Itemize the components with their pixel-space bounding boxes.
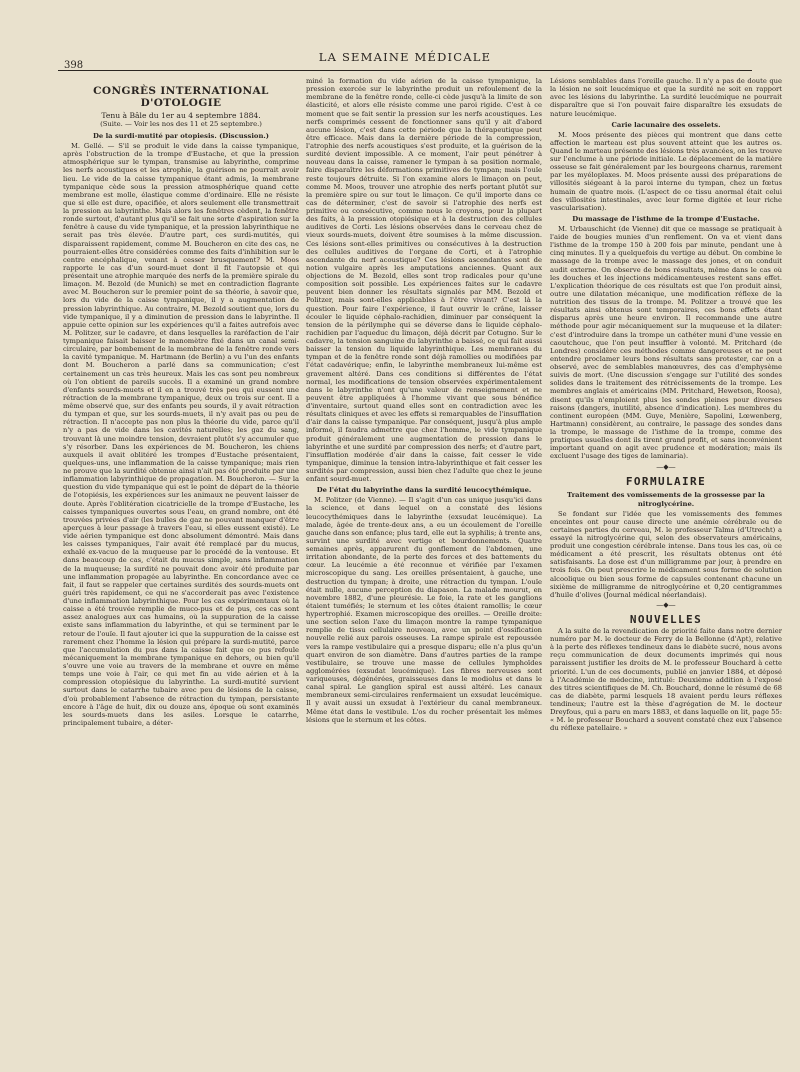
ornament-divider: —◆— xyxy=(656,600,676,609)
article-body-col2-leucemie: M. Politzer (de Vienne). — Il s'agit d'un cas unique jusqu'ici dans la science, et dans lequel on a constaté des lésions leucocythémiques dans le labyrinthe (exsudat leucémique). La malade, âgée de trente-deux ans, a eu un écoulement de l'oreille gauche dans son enfance; plus tard, elle eut la syphilis; à trente ans, survint une surdité avec vertige et bourdonnements. Quatre semaines après, apparurent du gonflement de l'abdomen, une irritation abondante, de la perte des forces et des battements du cœur. La leucémie a été reconnue et vérifiée par l'examen microscopique du sang. Les oreilles présentaient, à gauche, une destruction du tympan; à droite, une rétraction du tympan. L'ouïe était nulle, aucune perception du diapason. La malade mourut, en novembre 1882, d'une pleurésie. Le foie, la rate et les ganglions étaient tuméfiés; le sternum et les côtes étaient ramollis; le cœur hypertrophié. Examen microscopique des oreilles. — Oreille droite: une section selon l'axe du limaçon montre la rampe tympanique remplie de tissu cellulaire nouveau, avec un point d'ossification nouvelle relié aux parois osseuses. La rampe spirale est repoussée vers la rampe vestibulaire qui a presque disparu; elle n'a plus qu'un quart environ de son diamètre. Dans d'autres parties de la rampe vestibulaire, se trouve une masse de cellules lymphoïdes agglomérées (exsudat leucémique). Les fibres nerveuses sont variqueuses, dégénérées, graisseuses dans le modiolus et dans le canal spiral. Le ganglion spiral est aussi altéré. Les canaux membraneux semi-circulaires renfermaient un exsudat leucémique. Il y avait aussi un exsudat à l'extérieur du canal membraneux. Même état dans le vestibule. L'os du rocher présentait les mêmes lésions que le sternum et les côtes. xyxy=(306,496,542,724)
article-body-col1: M. Gellé. — S'il se produit le vide dans la caisse tympanique, après l'obstruction de la trompe d'Eustache, et que la pression atmosphérique sur le tympan, transmise au labyrinthe, comprime les nerfs acoustiques et les atrophie, la guérison ne pourrait avoir lieu. Le vide de la caisse tympanique étant admis, la membrane tympanique cède sous la pression atmosphérique quand cette membrane est molle, élastique comme d'ordinaire. Elle ne résiste que si elle est dure, opacifiée, et alors seulement elle transmettrait la pression au labyrinthe. Mais alors les fenêtres cèdent, la fenêtre ronde surtout, d'autant plus qu'il se fait une sorte d'aspiration sur la fenêtre à cause du vide tympanique, et la pression labyrinthique ne serait pas très élevée. D'autre part, ces surdi-mutités, qui disparaissent rapidement, comme M. Boucheron en cite des cas, ne pourraient-elles être considérées comme des faits d'inhibition sur le centre encéphalique, venant à cesser brusquement? M. Moos rapporte le cas d'un sourd-muet dont il fit l'autopsie et qui présentait une atrophie marquée des nerfs de la première spirale du limaçon. M. Bezold (de Munich) se met en contradiction flagrante avec M. Boucheron sur le premier point de sa théorie, à savoir que, lors du vide de la caisse tympanique, il y a augmentation de pression labyrinthique. Au contraire, M. Bezold soutient que, lors du vide tympanique, il y a diminution de pression dans le labyrinthe. Il appuie cette opinion sur les expériences qu'il a faites autrefois avec M. Politzer, sur le cadavre, et dans lesquelles la raréfaction de l'air tympanique faisait baisser le manomètre fixé dans un canal semi-circulaire, par bombement de la membrane de la fenêtre ronde vers la cavité tympanique. M. Hartmann (de Berlin) a vu l'un des enfants dont M. Boucheron a parlé dans sa communication; c'est certainement un cas très heureux. Mais les cas sont peu nombreux où l'on obtient de pareils succès. Il a examiné un grand nombre d'enfants sourds-muets et il en a trouvé très peu qui eussent une rétraction de la membrane tympanique, deux ou trois sur cent. Il a même observé que, sur des enfants peu sourds, il y avait rétraction du tympan et que, sur les sourds-muets, il n'y avait pas ou peu de rétraction. Il n'accepte pas non plus la théorie du vide, parce qu'il n'y a pas de vide dans les cavités naturelles; les gaz du sang, trouvant là une moindre tension, devraient plutôt s'y accumuler que s'y résorber. Dans les expériences de M. Boucheron, les chiens auxquels il avait oblitéré les trompes d'Eustache présentaient, quelques-uns, une inflammation de la caisse tympanique; mais rien ne prouve que la surdité obtenue ainsi n'ait pas été produite par une inflammation labyrinthique de propagation. M. Boucheron. — Sur la question du vide tympanique qui est le point de départ de la théorie de l'otopiésis, les expériences sur les animaux ne peuvent laisser de doute. Après l'oblitération cicatricielle de la trompe d'Eustache, les caisses tympaniques ouvertes sous l'eau, en grand nombre, ont été trouvées privées d'air (les bulles de gaz ne pouvant manquer d'être aperçues à leur passage à travers l'eau, si elles eussent existé). Le vide aérien tympanique est donc absolument démontré. Mais dans les caisses tympaniques, l'air avait été remplacé par du mucus, exhalé ex-vacuo de la muqueuse par le procédé de la ventouse. Et dans beaucoup de cas, c'était du mucus simple, sans inflammation de la muqueuse; la surdité ne pouvait donc avoir été produite par une inflammation propagée au labyrinthe. En concordance avec ce fait, il faut se rappeler que certaines surdités des sourds-muets ont guéri très rapidement, ce qui ne s'accorderait pas avec l'existence d'une inflammation labyrinthique. Pour les cas expérimentaux où la caisse a été trouvée remplie de muco-pus et de pus, ces cas sont assez analogues aux cas humains, où la suppuration de la caisse existe sans inflammation du labyrinthe, et qui se terminent par le retour de l'ouïe. Il faut ajouter ici que la suppuration de la caisse est rarement chez l'homme la lésion qui prépare la surdi-mutité, parce que l'accumulation du pus dans la caisse fait que ce pus refoule mécaniquement la membrane tympanique en dehors, ou bien qu'il s'ouvre une voie au travers de la membrane et ouvre en même temps une voie à l'air, ce qui met fin au vide aérien et à la compression otopiésique du labyrinthe. La surdi-mutité survient surtout dans le catarrhe tubaire avec peu de lésions de la caisse, d'où probablement l'absence de rétraction du tympan, persistante encore à l'âge de huit, dix ou douze ans, époque où sont examinés les sourds-muets dans les asiles. Lorsque le catarrhe, principalement tubaire, a déter- xyxy=(63,142,299,727)
formulaire-body: Se fondant sur l'idée que les vomissements des femmes enceintes ont pour cause directe une anémie cérébrale ou de certaines parties du cerveau, M. le professeur Talma (d'Utrecht) a essayé la nitroglycérine qui, selon des observateurs américains, produit une congestion cérébrale intense. Dans tous les cas, où ce médicament a été prescrit, les résultats obtenus ont été satisfaisants. La dose est d'un milligramme par jour, à prendre en trois fois. On peut prescrire le médicament sous forme de solution alcoolique ou bien sous forme de capsules contenant chacune un sixième de milligramme de nitroglycérine et 0,20 centigrammes d'huile d'olives (Journal médical néerlandais). xyxy=(550,509,782,599)
massage-body: M. Urbauschicht (de Vienne) dit que ce massage se pratiquait à l'aide de bougies munies d'un renflement. On va et vient dans l'isthme de la trompe 150 à 200 fois par minute, pendant une à cinq minutes. Il y a quelquefois du vertige au début. On combine le massage de la trompe avec le massage des jones, et on conduit audit externe. On observe de bons résultats, même dans le cas où les douches et les injections médicamenteuses restent sans effet. L'explication théorique de ces résultats est que l'on produit ainsi, outre une dilatation mécanique, une modification réflexe de la nutrition des tissus de la trompe. M. Politzer a trouvé que les résultats ainsi obtenus sont temporaires, ces bons effets étant disparus après une heure environ. Il recommande une autre méthode pour agir mécaniquement sur la muqueuse et la dilater: c'est d'introduire dans la trompe un cathéter muni d'une vessie en caoutchouc, que l'on peut insuffler à volonté. M. Pritchard (de Londres) considère ces méthodes comme dangereuses et ne peut entendre proclamer leurs bons résultats sans protester, car on a observé, avec de semblables manœuvres, des cas d'emphysème suivis de mort. (Une discussion s'engage sur l'utilité des sondes solides dans le traitement des rétrécissements de la trompe. Les membres anglais et américains (MM. Pritchard, Hewetson, Roosa), disent qu'ils n'emploient plus les sondes pleines pour diverses raisons (dangers, inutilité, absence d'indication). Les membres du continent européen (MM. Guye, Menière, Sapolini, Lœwenberg, Hartmann) considèrent, au contraire, le passage des sondes dans la trompe, le massage de l'isthme de la trompe, comme des pratiques usuelles dont ils tirent grand profit, et sans inconvénient important quand on agit avec prudence et modération; mais ils excluent l'usage des tiges de laminaria). xyxy=(550,224,782,461)
article-body-col3: Lésions semblables dans l'oreille gauche. Il n'y a pas de doute que la lésion ne soit leucémique et que la surdité ne soit en rapport avec les lésions du labyrinthe. La surdité leucémique ne pourrait disparaître que si l'on pouvait faire disparaître les exsudats de nature leucémique. xyxy=(550,77,782,118)
formulaire-heading: FORMULAIRE xyxy=(625,474,707,488)
section-heading-labyrinthe: De l'état du labyrinthe dans la surdité leucocythémique. xyxy=(316,486,532,495)
page-header xyxy=(58,48,752,71)
nouvelles-heading: NOUVELLES xyxy=(629,612,703,626)
column-1 xyxy=(63,77,299,1032)
article-title: CONGRÈS INTERNATIONAL D'OTOLOGIE xyxy=(93,85,269,109)
section-heading-carie: Carie lacunaire des osselets. xyxy=(611,120,721,129)
ornament-divider: —◆— xyxy=(656,462,676,471)
nouvelles-body: A la suite de la revendication de priorité faite dans notre dernier numéro par M. le docteur de Ferry de la Bellonne (d'Apt), relative à la perte des réflexes tendineux dans le diabète sucré, nous avons reçu communication de deux documents imprimés qui nous paraissent justifier les droits de M. le professeur Bouchard à cette priorité. L'un de ces documents, publié en janvier 1884, et déposé à l'Académie de médecine, intitulé: Deuxième addition à l'exposé des titres scientifiques de M. Ch. Bouchard, donne le résumé de 68 cas de diabète, parmi lesquels 18 avaient perdu leurs réflexes tendineux; l'autre est la thèse d'agrégation de M. le docteur Dreyfous, qui a paru en mars 1883, et dans laquelle on lit, page 55: « M. le professeur Bouchard a souvent constaté chez eux l'absence du réflexe patellaire. » xyxy=(550,626,782,733)
article-body-col2: miné la formation du vide aérien de la caisse tympanique, la pression exercée sur le labyrinthe produit un refoulement de la membrane de la fenêtre ronde, celle-ci cède jusqu'à la limite de son élasticité, et alors elle résiste comme une paroi rigide. C'est à ce moment que se fait sentir la pression sur les nerfs acoustiques. Les nerfs comprimés cessent de fonctionner sans qu'il y ait d'abord aucune lésion, c'est dans cette période que la thérapeutique peut être efficace. Mais dans la dernière période de la compression, l'atrophie des nerfs acoustiques s'est produite, et la guérison de la surdité devient impossible. A ce moment, l'air peut pénétrer à nouveau dans la caisse, ramener le tympan à sa position normale, faire disparaître les déformations primitives de tympan; mais l'ouïe reste toujours détruite. Si l'on examine alors le limaçon on peut, comme M. Moos, trouver une atrophie des nerfs portant plutôt sur la première spire ou sur tout le limaçon. Ce qu'il importe dans ce cas de déterminer, c'est de savoir si l'atrophie des nerfs est primitive ou consécutive, comme nous le croyons, pour la plupart des faits, à la pression otopiésique et à la destruction des cellules auditives de Corti. Les lésions observées dans le cerveau chez de vieux sourds-muets, doivent être soumises à la même discussion. Ces lésions sont-elles primitives ou consécutives à la destruction des cellules auditives de l'organe de Corti, et à l'atrophie ascendante du nerf acoustique? Ces lésions ascendantes sont de notion vulgaire après les amputations anciennes. Quant aux objections de M. Bezold, elles sont trop radicales pour qu'une composition soit possible. Les expériences faites sur le cadavre peuvent bien donner les résultats signalés par MM. Bezold et Politzer, mais sont-elles applicables à l'être vivant? C'est là la question. Pour faire l'expérience, il faut ouvrir le crâne, laisser écouler le liquide céphalo-rachidien, diminuer par conséquent la tension de la périlymphe qui se déverse dans le liquide céphalo-rachidien par l'aqueduc du limaçon, déjà décrit par Cotugno. Sur le cadavre, la tension sanguine du labyrinthe a baissé, ce qui fait aussi baisser la tension du liquide labyrinthique. Les membranes du tympan et de la fenêtre ronde sont déjà ramollies ou modifiées par l'état cadavérique; enfin, le labyrinthe membraneux lui-même est gravement altéré. Dans ces conditions si différentes de l'état normal, les modifications de tension observées expérimentalement dans le labyrinthe n'ont qu'une valeur de renseignement et ne peuvent être appliquées à l'homme vivant que sous bénéfice d'inventaire, surtout quand elles sont en contradiction avec les résultats cliniques et avec les effets si remarquables de l'insufflation d'air dans la caisse tympanique. Par conséquent, jusqu'à plus ample informé, il faudra admettre que chez l'homme, le vide tympanique produit généralement une augmentation de pression dans le labyrinthe et une surdité par compression des nerfs; et d'autre part, l'insufflation modérée d'air dans la caisse, fait cesser le vide tympanique, diminue la tension intra-labyrinthique et fait cesser les surdités par compression, aussi bien chez l'adulte que chez le jeune enfant sourd-muet. xyxy=(306,77,542,484)
column-2 xyxy=(306,77,542,1032)
formulaire-title: Traitement des vomissements de la grossesse par la nitroglycérine. xyxy=(567,490,765,508)
column-3 xyxy=(550,77,782,1032)
section-heading-surdi-mutite: De la surdi-mutité par otopiesis. (Discussion.) xyxy=(93,132,269,140)
page-number: 398 xyxy=(64,60,84,71)
running-head: LA SEMAINE MÉDICALE xyxy=(318,50,492,64)
article-subtitle: Tenu à Bâle du 1er au 4 septembre 1884. xyxy=(101,111,261,120)
section-heading-massage: Du massage de l'isthme de la trompe d'Eustache. xyxy=(572,214,760,223)
article-suite-note: (Suite. — Voir les nos des 11 et 25 septembre.) xyxy=(100,120,262,128)
carie-body: M. Moos présente des pièces qui montrent que dans cette affection le marteau est plus souvent atteint que les autres os. Quand le marteau présente des lésions très avancées, on les trouve sur l'enclume à une période initiale. Le déplacement de la matière osseuse se fait généralement par les bourgeons charnus, rarement par les myéloplaxes. M. Moos présente aussi des préparations de villosités siégeant à la paroi interne du tympan, chez un fœtus humain de quatre mois. (L'aspect de ce tissu anormal était celui des villosités intestinales, avec leur forme digitée et leur riche vascularisation). xyxy=(550,130,782,212)
